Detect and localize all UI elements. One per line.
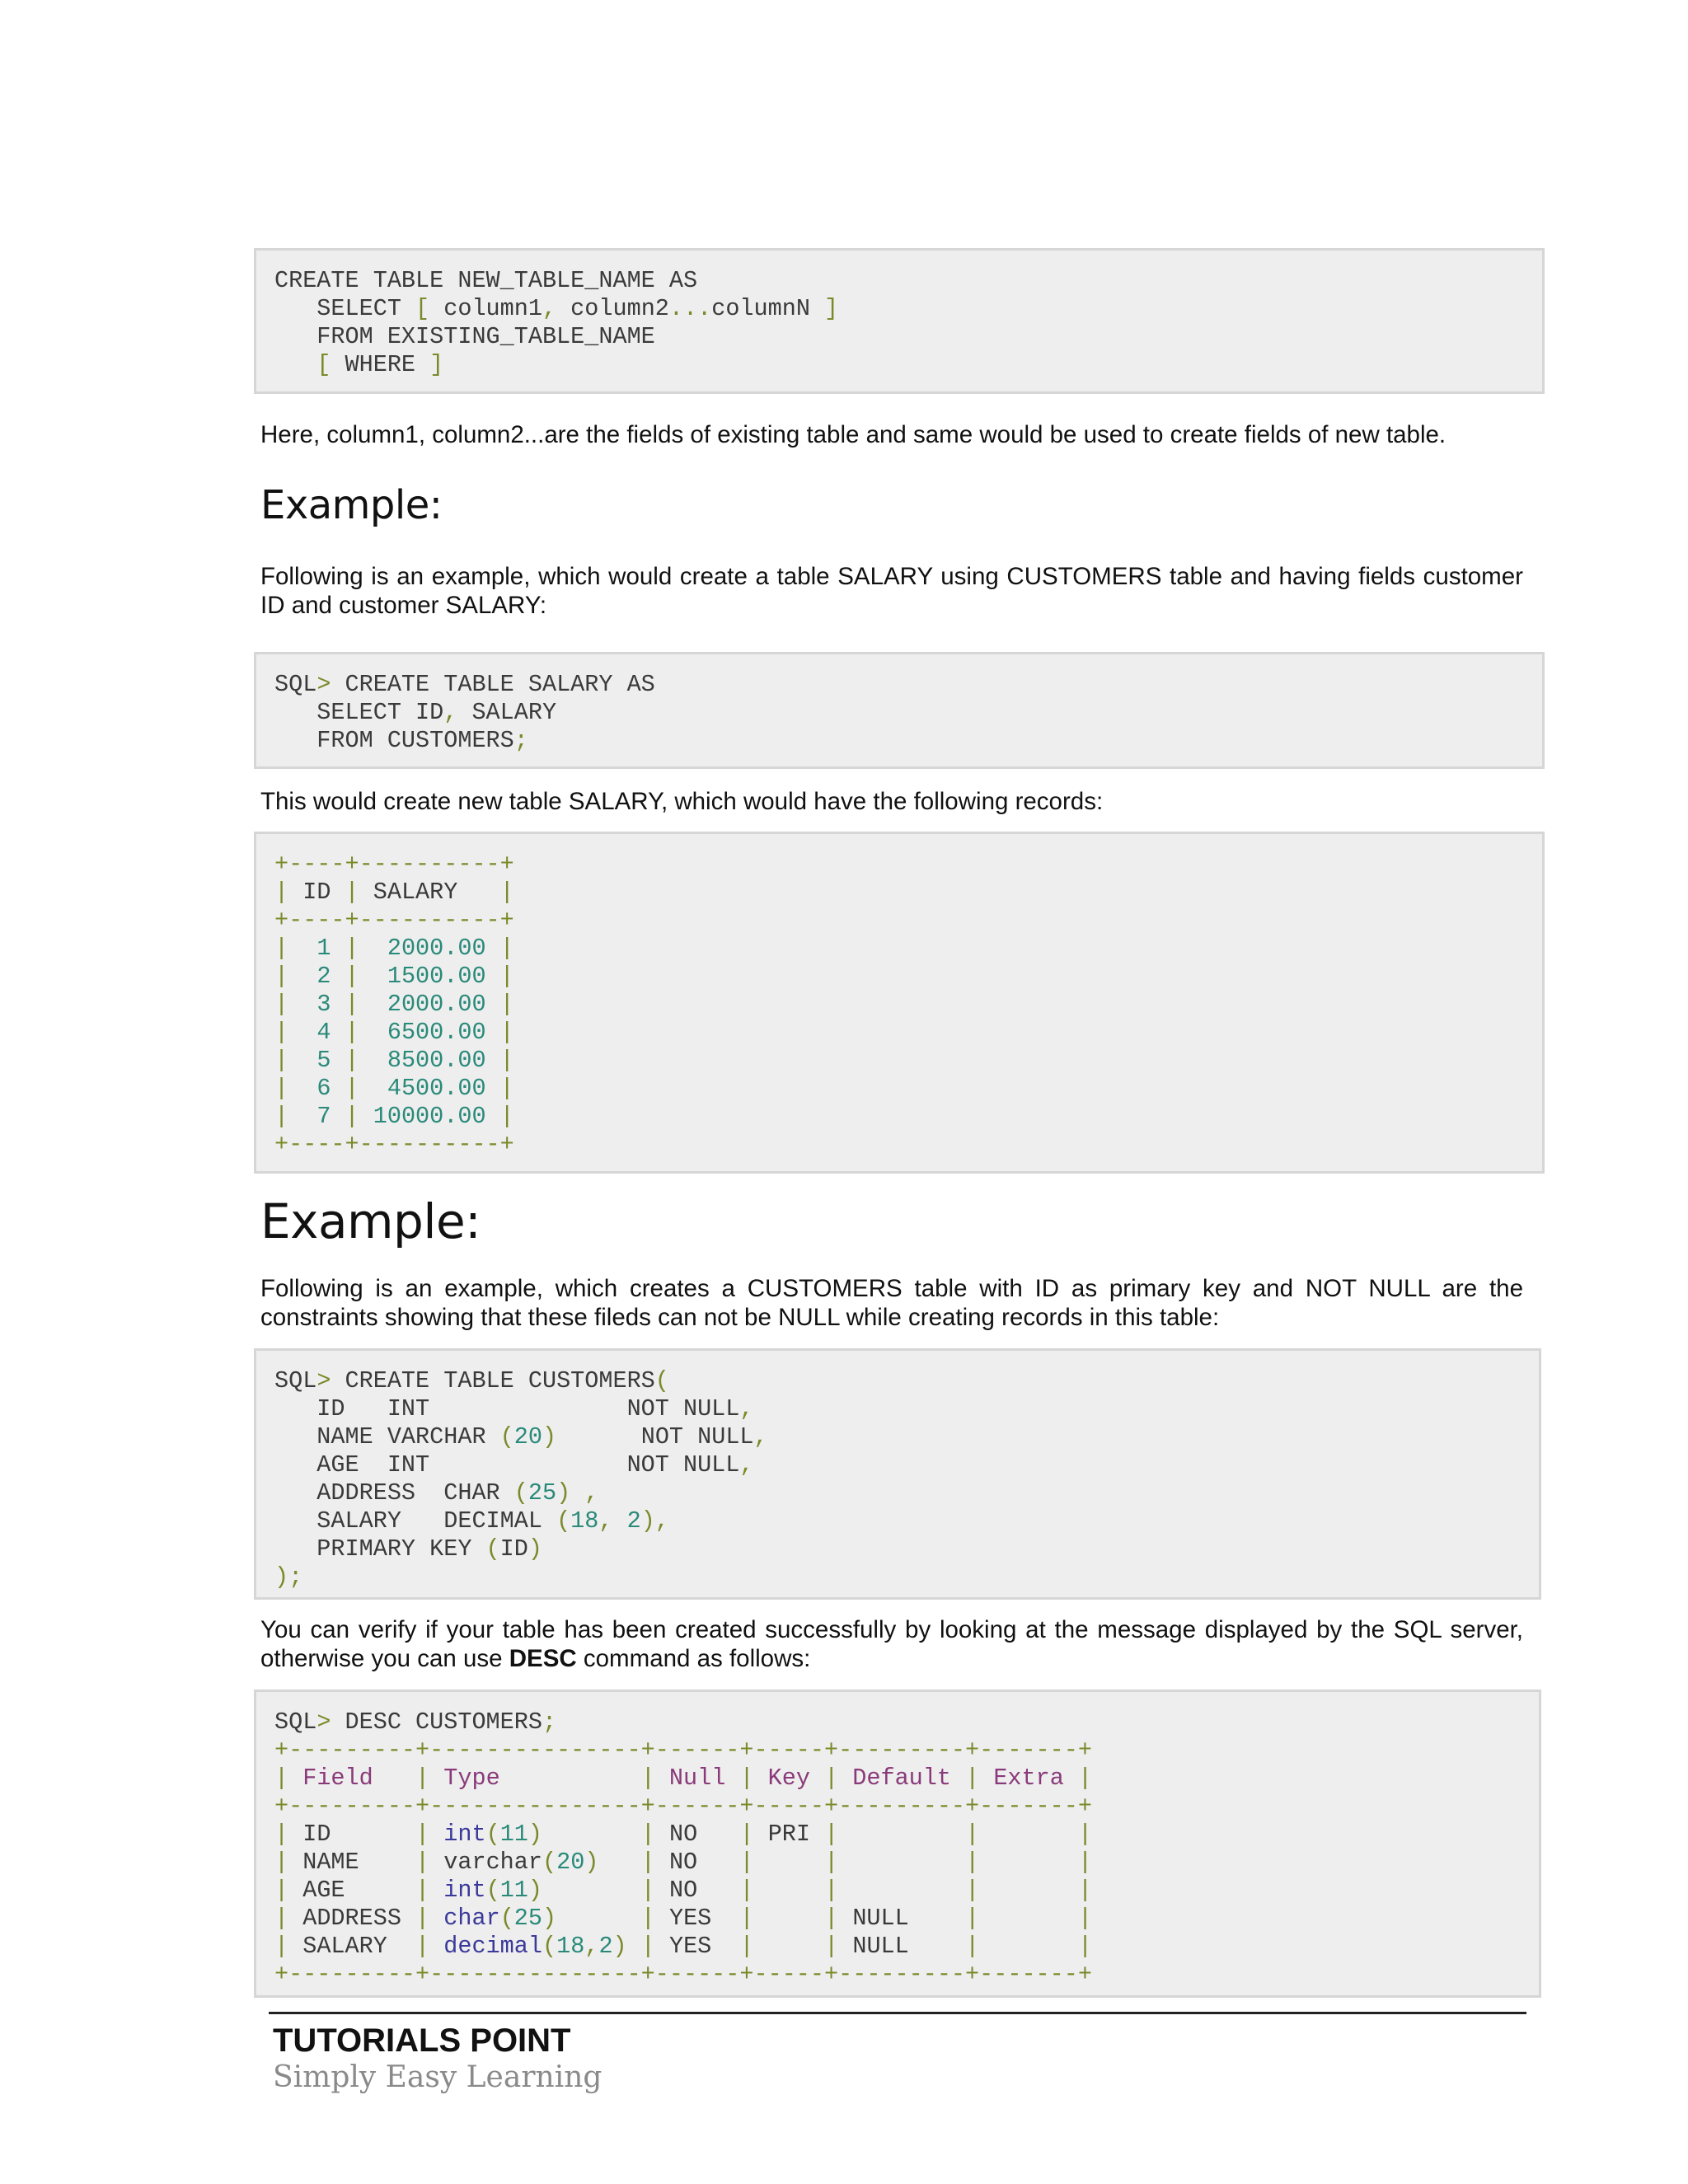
- code-token: ID INT NOT NULL: [274, 1395, 740, 1422]
- code-line: [274, 295, 1542, 323]
- code-token: 25: [528, 1479, 557, 1507]
- code-token: 4: [288, 1019, 345, 1046]
- code-line: [274, 1821, 1539, 1849]
- code-text: [274, 1708, 1539, 1989]
- paragraph-verify: [260, 1615, 1523, 1673]
- code-token: |: [345, 963, 359, 990]
- code-token: int: [443, 1821, 486, 1848]
- code-line: [274, 267, 1542, 295]
- code-token: [838, 1849, 965, 1876]
- code-token: |: [499, 1047, 514, 1074]
- code-line: [274, 1047, 1542, 1075]
- code-token: |: [415, 1765, 430, 1792]
- code-token: Default: [838, 1765, 966, 1792]
- code-token: |: [415, 1905, 430, 1932]
- code-token: +---------+---------------+------+-----+---------+-------+: [274, 1736, 1092, 1764]
- code-line: [274, 1367, 1539, 1395]
- code-token: |: [274, 1103, 289, 1130]
- code-token: |: [415, 1849, 430, 1876]
- code-token: [542, 1821, 641, 1848]
- code-token: +---------+---------------+------+-----+---------+-------+: [274, 1961, 1092, 1988]
- code-token: DESC CUSTOMERS: [331, 1708, 542, 1736]
- code-text: [274, 267, 1542, 379]
- code-token: Null: [654, 1765, 740, 1792]
- code-line: [274, 851, 1542, 879]
- code-token: |: [1078, 1821, 1093, 1848]
- code-token: |: [274, 1849, 289, 1876]
- code-token: 2000.00: [359, 935, 500, 962]
- code-token: [838, 1877, 965, 1904]
- code-token: |: [499, 963, 514, 990]
- code-token: 11: [499, 1821, 528, 1848]
- code-token: FROM CUSTOMERS: [274, 727, 514, 754]
- code-token: 11: [499, 1877, 528, 1904]
- code-token: |: [274, 1075, 289, 1102]
- code-token: CREATE TABLE CUSTOMERS: [331, 1367, 655, 1394]
- code-token: [429, 1877, 443, 1904]
- code-line: [274, 1075, 1542, 1103]
- footer-brand: TUTORIALS POINT: [273, 2022, 571, 2059]
- code-token: varchar: [429, 1849, 542, 1876]
- code-token: ID: [288, 879, 345, 906]
- code-line: [274, 991, 1542, 1019]
- code-token: |: [824, 1877, 839, 1904]
- code-token: 6: [288, 1075, 345, 1102]
- code-token: ADDRESS: [288, 1905, 416, 1932]
- code-token: int: [443, 1877, 486, 1904]
- code-token: column1: [429, 295, 542, 322]
- code-token: [429, 1821, 443, 1848]
- code-token: Key: [753, 1765, 825, 1792]
- code-token: SELECT ID: [274, 699, 444, 726]
- code-line: [274, 1103, 1542, 1131]
- code-token: |: [499, 1019, 514, 1046]
- code-line: [274, 907, 1542, 935]
- code-line: [274, 671, 1542, 699]
- code-token: [598, 1849, 640, 1876]
- code-token: (: [485, 1535, 500, 1563]
- code-block-salary-create: [254, 652, 1545, 769]
- code-line: [274, 963, 1542, 991]
- code-token: ): [556, 1479, 571, 1507]
- code-token: 5: [288, 1047, 345, 1074]
- verify-text-start: You can verify if your table has been created successfully by looking at the message displayed by the SQL server, otherwise you can use: [260, 1616, 1523, 1672]
- code-token: (: [556, 1507, 571, 1535]
- code-token: (: [499, 1423, 514, 1451]
- code-line: [274, 1131, 1542, 1159]
- footer-divider: [269, 2012, 1526, 2014]
- code-token: ,: [739, 1451, 754, 1479]
- code-token: |: [1078, 1933, 1093, 1960]
- code-text: [274, 1367, 1539, 1591]
- code-token: 18: [570, 1507, 599, 1535]
- code-line: [274, 1479, 1539, 1507]
- code-token: 20: [513, 1423, 542, 1451]
- code-token: Field: [288, 1765, 416, 1792]
- code-text: [274, 851, 1542, 1159]
- code-token: (: [654, 1367, 669, 1394]
- code-token: |: [965, 1765, 980, 1792]
- code-token: (: [542, 1849, 557, 1876]
- code-token: (: [485, 1821, 500, 1848]
- code-token: ,: [739, 1395, 754, 1422]
- code-token: ): [528, 1877, 543, 1904]
- code-token: YES: [654, 1933, 740, 1960]
- code-token: Extra: [979, 1765, 1078, 1792]
- code-token: WHERE: [331, 351, 430, 378]
- code-token: decimal: [443, 1933, 542, 1960]
- code-token: ID: [499, 1535, 528, 1563]
- code-line: [274, 1423, 1539, 1451]
- code-token: SELECT: [274, 295, 416, 322]
- code-token: >: [316, 671, 331, 698]
- code-token: 18: [556, 1933, 585, 1960]
- code-token: [613, 1507, 627, 1535]
- code-token: 3: [288, 991, 345, 1018]
- code-token: SALARY: [359, 879, 500, 906]
- code-token: (: [542, 1933, 557, 1960]
- code-token: [556, 1905, 641, 1932]
- code-token: |: [739, 1849, 754, 1876]
- code-token: |: [274, 935, 289, 962]
- code-token: |: [345, 1047, 359, 1074]
- code-token: (: [485, 1877, 500, 1904]
- code-line: [274, 1563, 1539, 1591]
- code-token: |: [640, 1905, 655, 1932]
- code-token: |: [640, 1765, 655, 1792]
- code-token: |: [274, 991, 289, 1018]
- code-token: AGE INT NOT NULL: [274, 1451, 740, 1479]
- code-token: 4500.00: [359, 1075, 500, 1102]
- code-token: |: [739, 1877, 754, 1904]
- code-token: ...: [668, 295, 712, 322]
- code-token: +----+----------+: [274, 1131, 514, 1158]
- code-token: PRI: [753, 1821, 825, 1848]
- code-line: [274, 323, 1542, 351]
- paragraph-new-table-records: This would create new table SALARY, which would have the following records:: [260, 788, 1104, 815]
- code-token: 10000.00: [359, 1103, 500, 1130]
- code-token: ),: [640, 1507, 669, 1535]
- code-token: columnN: [711, 295, 825, 322]
- code-token: ;: [542, 1708, 557, 1736]
- code-token: |: [739, 1933, 754, 1960]
- code-token: +----+----------+: [274, 851, 514, 878]
- code-token: SALARY: [457, 699, 557, 726]
- code-token: NULL: [838, 1905, 966, 1932]
- code-token: ): [542, 1423, 557, 1451]
- code-token: 2: [626, 1507, 641, 1535]
- code-token: char: [443, 1905, 500, 1932]
- heading-example-2: Example:: [260, 1193, 481, 1249]
- code-token: [542, 1877, 641, 1904]
- code-token: |: [824, 1765, 839, 1792]
- code-token: SQL: [274, 1367, 317, 1394]
- code-token: 2000.00: [359, 991, 500, 1018]
- code-token: [274, 351, 316, 378]
- footer-tagline: Simply Easy Learning: [273, 2060, 603, 2094]
- code-token: [979, 1933, 1078, 1960]
- code-token: |: [274, 963, 289, 990]
- code-token: |: [499, 1103, 514, 1130]
- code-block-customers-create: [254, 1348, 1541, 1600]
- code-token: Type: [429, 1765, 641, 1792]
- code-token: ): [528, 1535, 542, 1563]
- code-token: [979, 1877, 1078, 1904]
- code-token: );: [274, 1563, 303, 1591]
- code-token: |: [499, 879, 514, 906]
- code-token: NULL: [838, 1933, 966, 1960]
- code-token: ): [612, 1933, 627, 1960]
- code-token: |: [965, 1905, 980, 1932]
- code-token: |: [499, 991, 514, 1018]
- code-token: PRIMARY KEY: [274, 1535, 486, 1563]
- code-token: [429, 1905, 443, 1932]
- code-token: 25: [513, 1905, 543, 1932]
- code-token: ]: [824, 295, 839, 322]
- code-token: |: [345, 1019, 359, 1046]
- code-token: |: [415, 1877, 430, 1904]
- code-token: |: [739, 1905, 754, 1932]
- code-token: |: [274, 1877, 289, 1904]
- code-token: ,: [542, 295, 557, 322]
- code-token: (: [499, 1905, 514, 1932]
- code-token: ADDRESS CHAR: [274, 1479, 514, 1507]
- code-token: SQL: [274, 1708, 317, 1736]
- code-line: [274, 699, 1542, 727]
- code-token: [754, 1877, 825, 1904]
- code-line: [274, 1708, 1539, 1736]
- code-token: |: [824, 1933, 839, 1960]
- code-token: |: [415, 1933, 430, 1960]
- code-token: |: [345, 935, 359, 962]
- code-token: ,: [598, 1507, 613, 1535]
- code-token: [627, 1933, 641, 1960]
- code-token: (: [513, 1479, 528, 1507]
- code-token: >: [316, 1367, 331, 1394]
- code-token: ): [584, 1849, 599, 1876]
- code-token: NAME: [288, 1849, 416, 1876]
- code-token: |: [640, 1821, 655, 1848]
- code-token: [979, 1905, 1078, 1932]
- code-token: ,: [570, 1479, 599, 1507]
- code-token: |: [345, 991, 359, 1018]
- code-token: NO: [654, 1849, 740, 1876]
- code-line: [274, 1019, 1542, 1047]
- code-line: [274, 1535, 1539, 1563]
- code-token: 2: [288, 963, 345, 990]
- code-token: ): [528, 1821, 543, 1848]
- code-line: [274, 1877, 1539, 1905]
- code-line: [274, 351, 1542, 379]
- code-line: [274, 1905, 1539, 1933]
- code-token: |: [1078, 1905, 1093, 1932]
- code-line: [274, 1507, 1539, 1535]
- code-block-desc-customers: [254, 1690, 1541, 1998]
- code-line: [274, 727, 1542, 755]
- code-token: 20: [556, 1849, 585, 1876]
- code-token: |: [274, 879, 289, 906]
- code-token: |: [1077, 1849, 1093, 1876]
- code-token: >: [316, 1708, 331, 1736]
- code-token: [754, 1933, 825, 1960]
- code-token: |: [499, 1075, 514, 1102]
- code-token: [979, 1849, 1078, 1876]
- code-token: 8500.00: [359, 1047, 500, 1074]
- code-token: |: [640, 1877, 655, 1904]
- code-token: |: [274, 1821, 289, 1848]
- code-token: ,: [584, 1933, 599, 1960]
- code-token: CREATE TABLE NEW_TABLE_NAME AS: [274, 267, 698, 294]
- code-token: YES: [654, 1905, 740, 1932]
- code-token: |: [345, 1103, 359, 1130]
- code-token: SQL: [274, 671, 317, 698]
- paragraph-example-1: Following is an example, which would create a table SALARY using CUSTOMERS table and having fields customer ID and customer SALARY:: [260, 563, 1523, 619]
- code-token: |: [274, 1047, 289, 1074]
- code-token: +----+----------+: [274, 907, 514, 934]
- code-token: +---------+---------------+------+-----+---------+-------+: [274, 1793, 1092, 1820]
- code-token: |: [824, 1849, 839, 1876]
- code-token: ,: [443, 699, 458, 726]
- code-token: ): [542, 1905, 557, 1932]
- code-token: SALARY DECIMAL: [274, 1507, 557, 1535]
- code-token: |: [499, 935, 514, 962]
- code-line: [274, 1395, 1539, 1423]
- code-token: column2: [556, 295, 669, 322]
- paragraph-fields-note: Here, column1, column2...are the fields of existing table and same would be used to create fields of new table.: [260, 421, 1447, 448]
- code-token: FROM EXISTING_TABLE_NAME: [274, 323, 655, 350]
- code-token: 1: [288, 935, 345, 962]
- code-token: |: [1078, 1877, 1093, 1904]
- code-token: [: [415, 295, 430, 322]
- code-token: NOT NULL: [556, 1423, 754, 1451]
- code-token: [838, 1821, 965, 1848]
- code-token: 7: [288, 1103, 345, 1130]
- code-token: |: [1077, 1765, 1093, 1792]
- code-token: [429, 1933, 443, 1960]
- code-token: [979, 1821, 1078, 1848]
- code-line: [274, 1849, 1539, 1877]
- verify-text-end: command as follows:: [576, 1645, 811, 1672]
- code-token: |: [345, 1075, 359, 1102]
- code-token: |: [965, 1821, 980, 1848]
- code-token: |: [965, 1849, 980, 1876]
- code-token: |: [415, 1821, 430, 1848]
- code-token: |: [640, 1933, 655, 1960]
- code-token: NAME VARCHAR: [274, 1423, 500, 1451]
- code-token: |: [274, 1933, 289, 1960]
- code-token: |: [274, 1765, 289, 1792]
- code-token: |: [274, 1019, 289, 1046]
- code-token: |: [965, 1877, 980, 1904]
- code-line: [274, 879, 1542, 907]
- code-token: ]: [429, 351, 444, 378]
- code-token: SALARY: [288, 1933, 416, 1960]
- code-line: [274, 1961, 1539, 1989]
- code-block-salary-table: [254, 832, 1545, 1174]
- code-token: AGE: [288, 1877, 416, 1904]
- code-token: NO: [654, 1821, 740, 1848]
- code-token: NO: [654, 1877, 740, 1904]
- code-line: [274, 1765, 1539, 1793]
- code-token: ,: [753, 1423, 768, 1451]
- code-line: [274, 935, 1542, 963]
- code-token: [754, 1849, 825, 1876]
- code-line: [274, 1933, 1539, 1961]
- code-line: [274, 1736, 1539, 1765]
- code-token: |: [274, 1905, 289, 1932]
- code-line: [274, 1451, 1539, 1479]
- code-token: |: [739, 1821, 754, 1848]
- code-token: ID: [288, 1821, 416, 1848]
- code-token: |: [824, 1821, 839, 1848]
- desc-keyword: DESC: [509, 1645, 577, 1672]
- code-token: 2: [598, 1933, 613, 1960]
- code-token: [: [316, 351, 331, 378]
- code-token: |: [640, 1849, 655, 1876]
- code-token: 1500.00: [359, 963, 500, 990]
- code-text: [274, 671, 1542, 755]
- code-token: |: [345, 879, 359, 906]
- code-token: 6500.00: [359, 1019, 500, 1046]
- paragraph-example-2: Following is an example, which creates a CUSTOMERS table with ID as primary key and NOT NULL are the constraints showing that these fileds can not be NULL while creating records in this table:: [260, 1275, 1523, 1331]
- code-token: |: [739, 1765, 754, 1792]
- code-token: |: [824, 1905, 839, 1932]
- code-line: [274, 1793, 1539, 1821]
- code-token: [754, 1905, 825, 1932]
- code-token: ;: [513, 727, 528, 754]
- heading-example-1: Example:: [260, 482, 443, 528]
- code-token: CREATE TABLE SALARY AS: [331, 671, 655, 698]
- code-token: |: [965, 1933, 980, 1960]
- code-block-syntax: [254, 248, 1545, 394]
